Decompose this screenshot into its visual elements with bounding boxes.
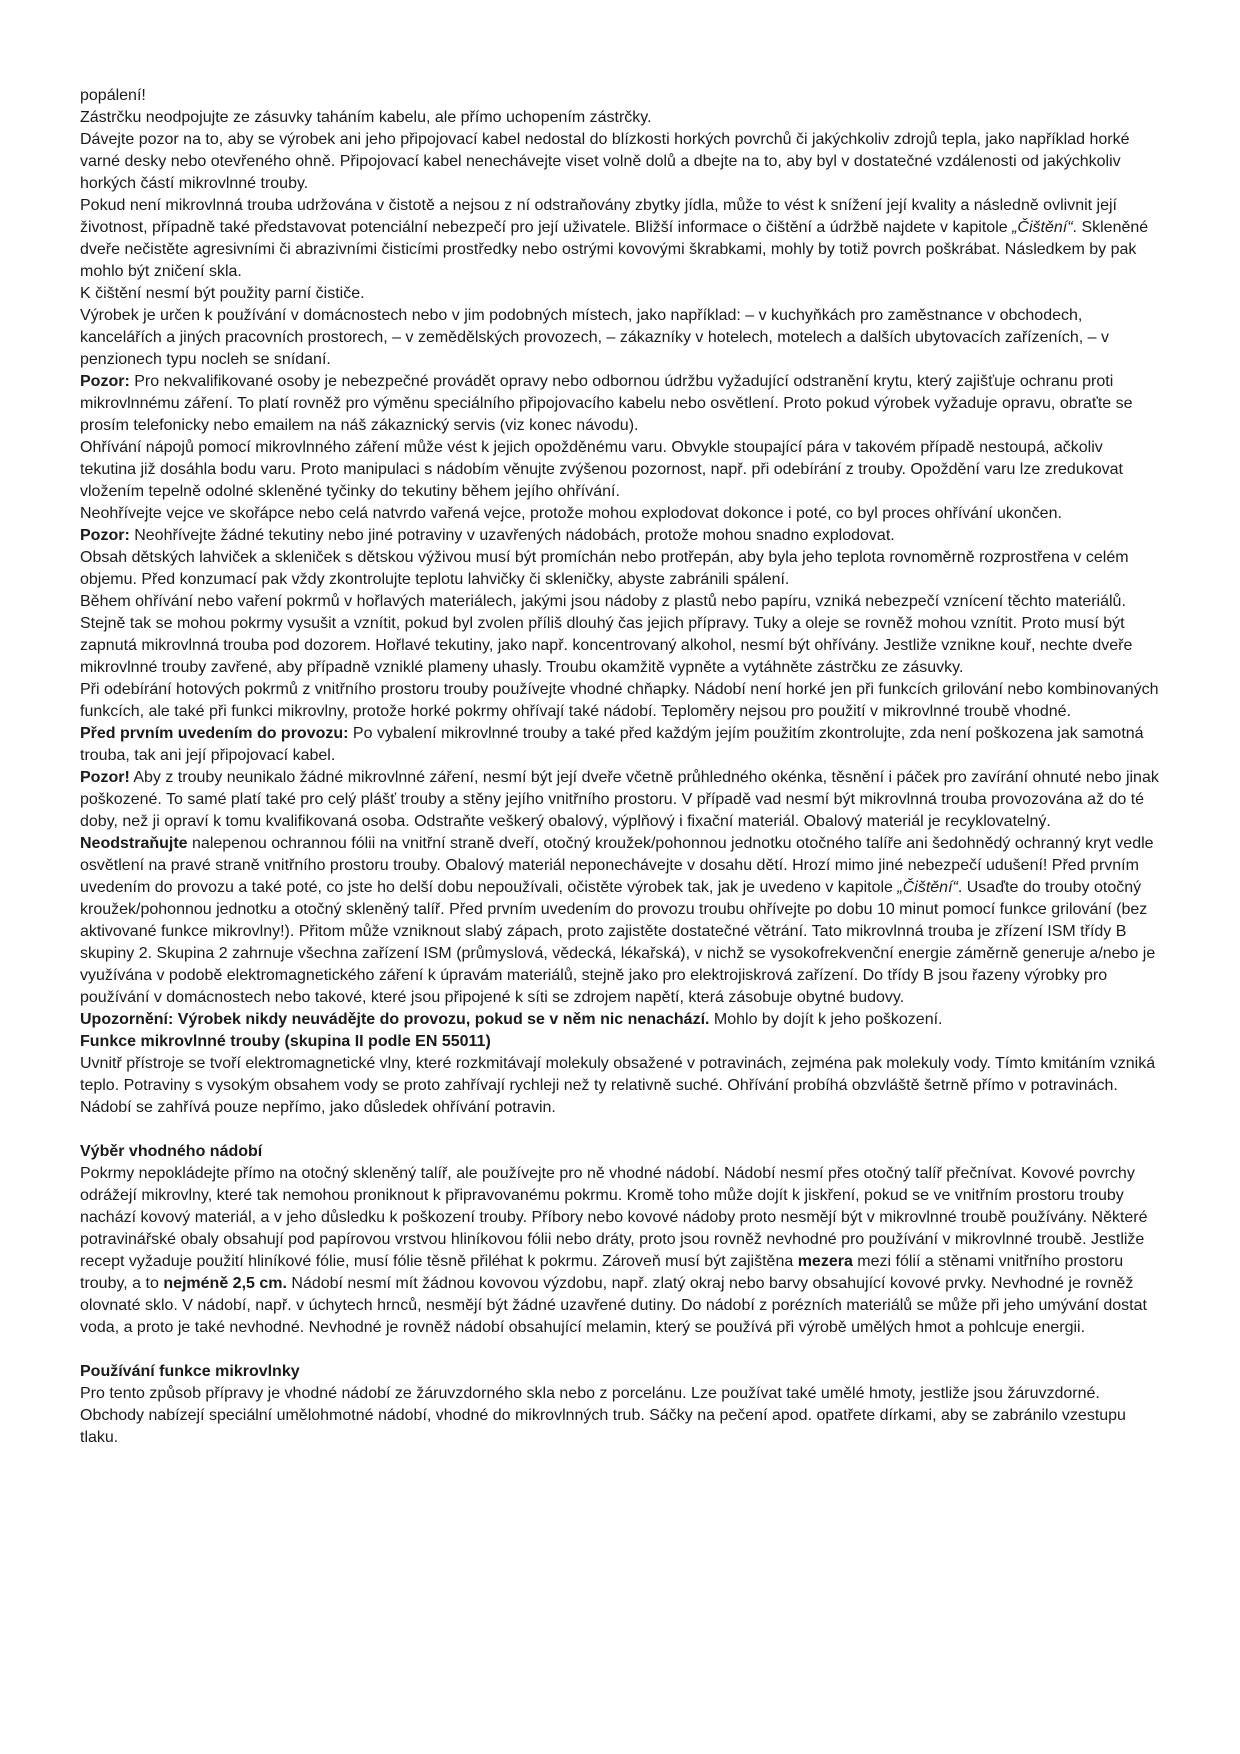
- text-run: Neodstraňujte: [80, 835, 188, 852]
- paragraph: [80, 547, 1162, 591]
- text-run: Obsah dětských lahviček a skleniček s dětskou výživou musí být promíchán nebo protřepán, aby byla jeho teplota rovnoměrně rozprostřena v celém objemu. Před konzumací pak vždy zkontrolujte teplotu lahvičky či skleničky, abyste zabránili spálení.: [80, 549, 1129, 588]
- text-run: Funkce mikrovlnné trouby (skupina II podle EN 55011): [80, 1033, 491, 1050]
- paragraph: [80, 195, 1162, 283]
- text-run: mezera: [797, 1253, 853, 1270]
- text-run: Dávejte pozor na to, aby se výrobek ani jeho připojovací kabel nedostal do blízkosti horkých povrchů či jakýchkoliv zdrojů tepla, jako například horké varné desky nebo otevřeného ohně. Připojovací kabel nenechávejte viset volně dolů a dbejte na to, aby byl v dostatečné vzdálenosti od jakýchkoliv horkých částí mikrovlnné trouby.: [80, 131, 1130, 192]
- blank-line: [80, 1119, 1162, 1141]
- text-run: Uvnitř přístroje se tvoří elektromagnetické vlny, které rozkmitávají molekuly obsažené v potravinách, zejména pak molekuly vody. Tímto kmitáním vzniká teplo. Potraviny s vysokým obsahem vody se proto zahřívají rychleji než ty relativně suché. Ohřívání probíhá obzvláště šetrně přímo v potravinách. Nádobí se zahřívá pouze nepřímo, jako důsledek ohřívání potravin.: [80, 1055, 1156, 1116]
- text-run: Ohřívání nápojů pomocí mikrovlnného záření může vést k jejich opožděnému varu. Obvykle stoupající pára v takovém případě nestoupá, ačkoliv tekutina již dosáhla bodu varu. Proto manipulaci s nádobím věnujte zvýšenou pozornost, např. při odebírání z trouby. Opoždění varu lze zredukovat vložením tepelně odolné skleněné tyčinky do tekutiny během jejího ohřívání.: [80, 439, 1123, 500]
- paragraph: [80, 1163, 1162, 1339]
- text-run: Pokrmy nepokládejte přímo na otočný skleněný talíř, ale používejte pro ně vhodné nádobí. Nádobí nesmí přes otočný talíř přečnívat. Kovové povrchy odrážejí mikrovlny, které tak nemohou proniknout k připravovanému pokrmu. Kromě toho může dojít k jiskření, pokud se ve vnitřním prostoru trouby nachází kovový materiál, a v jeho důsledku k poškození trouby. Příbory nebo kovové nádoby proto nesmějí být v mikrovlnné troubě používány. Některé potravinářské obaly obsahují pod papírovou vrstvou hliníkovou fólii nebo dráty, proto jsou rovněž nevhodné pro používání v mikrovlnné troubě. Jestliže recept vyžaduje použití hliníkové fólie, musí fólie těsně přiléhat k pokrmu. Zároveň musí být zajištěna: [80, 1165, 1148, 1270]
- paragraph: [80, 129, 1162, 195]
- paragraph: [80, 85, 1162, 107]
- section-heading: [80, 1361, 1162, 1383]
- text-run: . Skleněné dveře nečistěte agresivními či abrazivními čisticími prostředky nebo ostrými kovovými škrabkami, mohly by totiž povrch poškrábat. Následkem by pak mohlo být zničení skla.: [80, 219, 1149, 280]
- text-run: „Čištění“: [1012, 219, 1073, 236]
- text-run: nalepenou ochrannou fólii na vnitřní straně dveří, otočný kroužek/pohonnou jednotku otočného talíře ani šedohnědý ochranný kryt vedle osvětlení na pravé straně vnitřního prostoru trouby. Obalový materiál neponechávejte v dosahu dětí. Hrozí mimo jiné nebezpečí udušení! Před prvním uvedením do provozu a také poté, co jste ho delší dobu nepoužívali, očistěte výrobek tak, jak je uvedeno v kapitole: [80, 835, 1154, 896]
- paragraph: [80, 107, 1162, 129]
- text-run: mezi fólií a stěnami vnitřního prostoru trouby, a to: [80, 1253, 1124, 1292]
- document-content: [80, 85, 1162, 1449]
- text-run: Mohlo by dojít k jeho poškození.: [709, 1011, 943, 1028]
- text-run: Výrobek je určen k používání v domácnostech nebo v jim podobných místech, jako například: – v kuchyňkách pro zaměstnance v obchodech, kancelářích a jiných pracovních prostorech, – v zemědělských provozech, – zákazníky v hotelech, motelech a dalších ubytovacích zařízeních, – v penzionech typu nocleh se snídaní.: [80, 307, 1109, 368]
- text-run: Nádobí nesmí mít žádnou kovovou výzdobu, např. zlatý okraj nebo barvy obsahující kovové prvky. Nevhodné je rovněž olovnaté sklo. V nádobí, např. v úchytech hrnců, nesmějí být žádné uzavřené dutiny. Do nádobí z porézních materiálů se může při jeho umývání dostat voda, a proto je také nevhodné. Nevhodné je rovněž nádobí obsahující melamin, který se používá při výrobě umělých hmot a pohlcuje energii.: [80, 1275, 1147, 1336]
- text-run: Pozor:: [80, 373, 130, 390]
- paragraph: [80, 503, 1162, 525]
- paragraph: [80, 371, 1162, 437]
- text-run: Zástrčku neodpojujte ze zásuvky taháním kabelu, ale přímo uchopením zástrčky.: [80, 109, 652, 126]
- paragraph: [80, 305, 1162, 371]
- text-run: Před prvním uvedením do provozu:: [80, 725, 349, 742]
- blank-line: [80, 1339, 1162, 1361]
- text-run: Upozornění: Výrobek nikdy neuvádějte do provozu, pokud se v něm nic nenachází.: [80, 1011, 710, 1028]
- paragraph: [80, 437, 1162, 503]
- text-run: nejméně 2,5 cm.: [163, 1275, 287, 1292]
- paragraph: [80, 1009, 1162, 1031]
- text-run: Pozor:: [80, 527, 130, 544]
- text-run: Výběr vhodného nádobí: [80, 1143, 263, 1160]
- text-run: Po vybalení mikrovlnné trouby a také před každým jejím použitím zkontrolujte, zda není poškozena jak samotná trouba, tak ani její připojovací kabel.: [80, 725, 1144, 764]
- text-run: Pozor!: [80, 769, 130, 786]
- text-run: Během ohřívání nebo vaření pokrmů v hořlavých materiálech, jakými jsou nádoby z plastů nebo papíru, vzniká nebezpečí vznícení těchto materiálů. Stejně tak se mohou pokrmy vysušit a vznítit, pokud byl zvolen příliš dlouhý čas jejich přípravy. Tuky a oleje se rovněž mohou vznítit. Proto musí být zapnutá mikrovlnná trouba pod dozorem. Hořlavé tekutiny, jako např. koncentrovaný alkohol, nesmí být ohřívány. Jestliže vznikne kouř, nechte dveře mikrovlnné trouby zavřené, aby případně vzniklé plameny uhasly. Troubu okamžitě vypněte a vytáhněte zástrčku ze zásuvky.: [80, 593, 1133, 676]
- paragraph: [80, 1053, 1162, 1119]
- text-run: Při odebírání hotových pokrmů z vnitřního prostoru trouby používejte vhodné chňapky. Nádobí není horké jen při funkcích grilování nebo kombinovaných funkcích, ale také při funkci mikrovlny, protože horké pokrmy ohřívají také nádobí. Teploměry nejsou pro použití v mikrovlnné troubě vhodné.: [80, 681, 1159, 720]
- text-run: Aby z trouby neunikalo žádné mikrovlnné záření, nesmí být její dveře včetně průhledného okénka, těsnění i páček pro zavírání ohnuté nebo jinak poškozené. To samé platí také pro celý plášť trouby a stěny jejího vnitřního prostoru. V případě vad nesmí být mikrovlnná trouba provozována až do té doby, než ji opraví k tomu kvalifikovaná osoba. Odstraňte veškerý obalový, výplňový i fixační materiál. Obalový materiál je recyklovatelný.: [80, 769, 1159, 830]
- text-run: . Usaďte do trouby otočný kroužek/pohonnou jednotku a otočný skleněný talíř. Před prvním uvedením do provozu troubu ohřívejte po dobu 10 minut pomocí funkce grilování (bez aktivované funkce mikrovlny!). Přitom může vzniknout slabý zápach, proto zajistěte dostatečné větrání. Tato mikrovlnná trouba je zřízení ISM třídy B skupiny 2. Skupina 2 zahrnuje všechna zařízení ISM (průmyslová, vědecká, lékařská), v nichž se vysokofrekvenční energie záměrně generuje a/nebo je využívána v podobě elektromagnetického záření k úpravám materiálů, stejně jako pro elektrojiskrová zařízení. Do třídy B jsou řazeny výrobky pro používání v domácnostech nebo takové, které jsou připojené k síti se zdrojem napětí, která zásobuje obytné budovy.: [80, 879, 1156, 1006]
- text-run: Pokud není mikrovlnná trouba udržována v čistotě a nejsou z ní odstraňovány zbytky jídla, může to vést k snížení její kvality a následně ovlivnit její životnost, případně také představovat potenciální nebezpečí pro její uživatele. Bližší informace o čištění a údržbě najdete v kapitole: [80, 197, 1117, 236]
- paragraph: [80, 723, 1162, 767]
- paragraph: [80, 525, 1162, 547]
- section-heading: [80, 1141, 1162, 1163]
- paragraph: [80, 1383, 1162, 1449]
- text-run: Neohřívejte žádné tekutiny nebo jiné potraviny v uzavřených nádobách, protože mohou snadno explodovat.: [129, 527, 895, 544]
- paragraph: [80, 283, 1162, 305]
- text-run: K čištění nesmí být použity parní čističe.: [80, 285, 365, 302]
- section-heading: [80, 1031, 1162, 1053]
- text-run: Pro tento způsob přípravy je vhodné nádobí ze žáruvzdorného skla nebo z porcelánu. Lze používat také umělé hmoty, jestliže jsou žáruvzdorné. Obchody nabízejí speciální umělohmotné nádobí, vhodné do mikrovlnných trub. Sáčky na pečení apod. opatřete dírkami, aby se zabránilo vzestupu tlaku.: [80, 1385, 1126, 1446]
- paragraph: [80, 591, 1162, 679]
- paragraph: [80, 679, 1162, 723]
- text-run: Používání funkce mikrovlnky: [80, 1363, 300, 1380]
- text-run: „Čištění“: [897, 879, 958, 896]
- text-run: popálení!: [80, 87, 146, 104]
- paragraph: [80, 767, 1162, 1009]
- text-run: Pro nekvalifikované osoby je nebezpečné provádět opravy nebo odbornou údržbu vyžadující odstranění krytu, který zajišťuje ochranu proti mikrovlnnému záření. To platí rovněž pro výměnu speciálního připojovacího kabelu nebo osvětlení. Proto pokud výrobek vyžaduje opravu, obraťte se prosím telefonicky nebo emailem na náš zákaznický servis (viz konec návodu).: [80, 373, 1133, 434]
- text-run: Neohřívejte vejce ve skořápce nebo celá natvrdo vařená vejce, protože mohou explodovat dokonce i poté, co byl proces ohřívání ukončen.: [80, 505, 1062, 522]
